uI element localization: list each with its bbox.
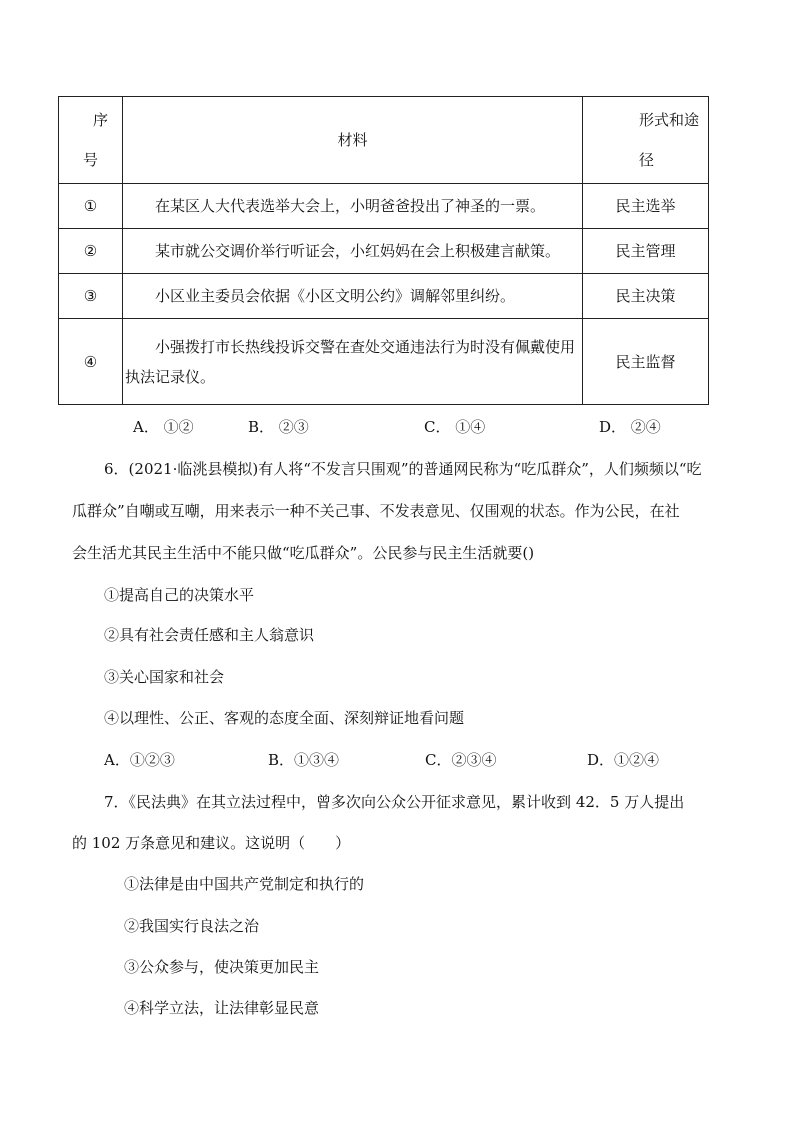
materials-table	[58, 96, 709, 405]
header-form-bottom: 径	[639, 151, 655, 169]
table-row	[59, 229, 709, 274]
q6-option-d[interactable]: D．①②④	[587, 751, 660, 769]
row-material: 小强拨打市长热线投诉交警在查处交通违法行为时没有佩戴使用执法记录仪。	[123, 319, 583, 405]
q5-option-d[interactable]: D． ②④	[599, 418, 661, 436]
row-index: ①	[59, 184, 123, 229]
q7-item: ①法律是由中国共产党制定和执行的	[124, 875, 365, 893]
q6-item: ①提高自己的决策水平	[104, 586, 255, 604]
q6-item: ②具有社会责任感和主人翁意识	[104, 626, 315, 644]
q6-option-b[interactable]: B．①③④	[268, 751, 340, 769]
row-form: 民主监督	[583, 319, 709, 405]
row-index: ④	[59, 319, 123, 405]
q5-option-c[interactable]: C． ①④	[424, 418, 486, 436]
q6-item: ③关心国家和社会	[104, 668, 225, 686]
row-form: 民主决策	[583, 274, 709, 319]
row-form: 民主选举	[583, 184, 709, 229]
header-index-cell	[59, 97, 123, 184]
header-index-bottom: 号	[83, 151, 99, 169]
q6-option-c[interactable]: C．②③④	[425, 751, 497, 769]
table-row	[59, 274, 709, 319]
row-index: ③	[59, 274, 123, 319]
table-row	[59, 319, 709, 405]
q6-stem-line: 会生活尤其民主生活中不能只做“吃瓜群众”。公民参与民主生活就要()	[72, 544, 535, 562]
header-material-cell: 材料	[123, 97, 583, 184]
header-form-cell	[583, 97, 709, 184]
header-form-top: 形式和途	[639, 111, 700, 129]
q6-item: ④以理性、公正、客观的态度全面、深刻辩证地看问题	[104, 709, 465, 727]
q7-stem-line: 的 102 万条意见和建议。这说明（ ）	[72, 834, 351, 852]
row-form: 民主管理	[583, 229, 709, 274]
header-index-top: 序	[93, 111, 109, 129]
q6-stem-line: 瓜群众”自嘲或互嘲，用来表示一种不关己事、不发表意见、仅围观的状态。作为公民，在社	[72, 502, 680, 520]
row-material: 在某区人大代表选举大会上，小明爸爸投出了神圣的一票。	[123, 184, 583, 229]
q7-item: ④科学立法，让法律彰显民意	[124, 999, 320, 1017]
q7-stem-line: 7．《民法典》在其立法过程中，曾多次向公众公开征求意见，累计收到 42．5 万人提出	[104, 793, 685, 811]
q5-option-b[interactable]: B． ②③	[248, 418, 309, 436]
q6-option-a[interactable]: A．①②③	[104, 751, 175, 769]
row-index: ②	[59, 229, 123, 274]
q5-option-a[interactable]: A． ①②	[133, 418, 194, 436]
table-header-row	[59, 97, 709, 184]
row-material: 小区业主委员会依据《小区文明公约》调解邻里纠纷。	[123, 274, 583, 319]
q6-stem-line: 6．(2021·临洮县模拟)有人将“不发言只围观”的普通网民称为“吃瓜群众”，人们频频以“吃	[104, 460, 702, 478]
q7-item: ②我国实行良法之治	[124, 917, 260, 935]
q7-item: ③公众参与，使决策更加民主	[124, 958, 320, 976]
table-row	[59, 184, 709, 229]
row-material: 某市就公交调价举行听证会，小红妈妈在会上积极建言献策。	[123, 229, 583, 274]
